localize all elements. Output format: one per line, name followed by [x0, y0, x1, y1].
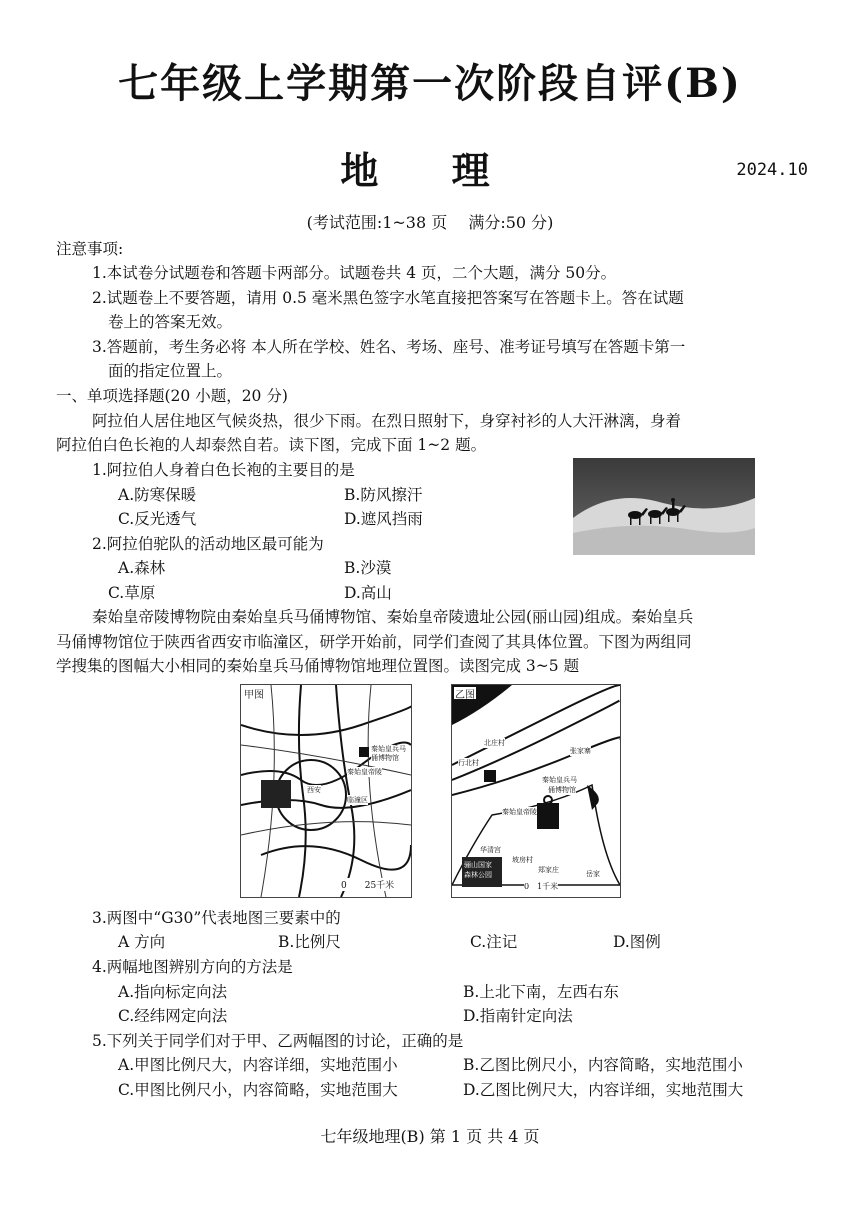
map-jia-label: 甲图 — [244, 690, 264, 701]
subject-title: 地 理 — [340, 148, 520, 193]
section-heading: 一、单项选择题(20 小题，20 分) — [56, 387, 288, 405]
notes-item-2a: 2.试题卷上不要答题，请用 0.5 毫米黑色签字水笔直接把答案写在答题卡上。答在试题 — [92, 289, 684, 307]
map-yi-pofang: 坡房村 — [512, 856, 533, 864]
q3-option-b: B.比例尺 — [278, 933, 341, 951]
desert-camel-photo — [573, 458, 755, 555]
map-yi-park-2: 森林公园 — [464, 871, 492, 879]
map-yi-scale: 0 1千米 — [524, 882, 559, 891]
intro-1b: 阿拉伯白色长袍的人却泰然自若。读下图，完成下面 1~2 题。 — [56, 436, 487, 454]
q4-option-b: B.上北下南，左西右东 — [463, 983, 619, 1001]
exam-range: (考试范围:1~38 页 满分:50 分) — [306, 213, 554, 232]
question-2: 2.阿拉伯驼队的活动地区最可能为 — [92, 535, 324, 553]
map-jia-museum: 秦始皇兵马俑博物馆 — [371, 745, 409, 763]
desert-scene-icon — [573, 458, 755, 555]
road-map-icon — [241, 685, 411, 897]
intro-2b: 马俑博物馆位于陕西省西安市临潼区，研学开始前，同学们查阅了其具体位置。下图为两组同 — [56, 633, 692, 651]
notes-item-2b: 卷上的答案无效。 — [108, 313, 233, 331]
map-yi-museum-1: 秦始皇兵马 — [542, 776, 577, 784]
q3-option-a: A 方向 — [118, 933, 166, 951]
map-jia-lintong: 临潼区 — [347, 796, 368, 804]
q5-option-c: C.甲图比例尺小，内容简略，实地范围大 — [118, 1081, 398, 1099]
q4-option-d: D.指南针定向法 — [463, 1007, 573, 1025]
question-4: 4.两幅地图辨别方向的方法是 — [92, 958, 293, 976]
page-footer: 七年级地理(B) 第 1 页 共 4 页 — [320, 1127, 540, 1146]
map-yi-label: 乙图 — [455, 690, 475, 701]
question-3: 3.两图中“G30”代表地图三要素中的 — [92, 909, 341, 927]
q1-option-a: A.防寒保暖 — [118, 486, 197, 504]
q3-option-d: D.图例 — [613, 933, 661, 951]
q3-option-c: C.注记 — [470, 933, 518, 951]
map-jia-tomb: 秦始皇帝陵 — [347, 768, 382, 776]
intro-2a: 秦始皇帝陵博物院由秦始皇兵马俑博物馆、秦始皇帝陵遗址公园(丽山园)组成。秦始皇兵 — [92, 608, 694, 626]
intro-1a: 阿拉伯人居住地区气候炎热，很少下雨。在烈日照射下，身穿衬衫的人大汗淋漓，身着 — [92, 412, 682, 430]
q4-option-a: A.指向标定向法 — [118, 983, 228, 1001]
q1-option-b: B.防风擦汗 — [344, 486, 423, 504]
exam-date: 2024.10 — [736, 160, 808, 180]
map-jia — [240, 684, 412, 898]
map-jia-xian: 西安 — [307, 786, 321, 794]
map-yi-zhangjiazhai: 张家寨 — [570, 747, 591, 755]
map-yi-tomb: 秦始皇帝陵 — [502, 808, 537, 816]
exam-title: 七年级上学期第一次阶段自评(B) — [118, 60, 742, 107]
notes-item-3b: 面的指定位置上。 — [108, 362, 233, 380]
intro-2c: 学搜集的图幅大小相同的秦始皇兵马俑博物馆地理位置图。读图完成 3~5 题 — [56, 657, 580, 675]
notes-item-1: 1.本试卷分试题卷和答题卡两部分。试题卷共 4 页，二个大题，满分 50分。 — [92, 264, 617, 282]
q2-option-c: C.草原 — [108, 584, 156, 602]
map-yi-museum-2: 俑博物馆 — [548, 786, 576, 794]
map-yi-beizhuang: 北庄村 — [484, 739, 505, 747]
notes-item-3a: 3.答题前，考生务必将 本人所在学校、姓名、考场、座号、准考证号填写在答题卡第一 — [92, 338, 686, 356]
question-1: 1.阿拉伯人身着白色长袍的主要目的是 — [92, 461, 355, 479]
map-yi-huaqing: 华清宫 — [480, 846, 501, 854]
q2-option-d: D.高山 — [344, 584, 392, 602]
map-yi-zhengjia: 郑家庄 — [538, 866, 559, 874]
q2-option-b: B.沙漠 — [344, 559, 392, 577]
q1-option-c: C.反光透气 — [118, 510, 197, 528]
map-yi-xingbei: 行北村 — [458, 759, 479, 767]
q5-option-a: A.甲图比例尺大，内容详细，实地范围小 — [118, 1056, 398, 1074]
map-yi-park-1: 骊山国家 — [464, 861, 492, 869]
q2-option-a: A.森林 — [118, 559, 166, 577]
q1-option-d: D.遮风挡雨 — [344, 510, 423, 528]
map-jia-scale: 0 25千米 — [341, 878, 394, 891]
map-yi — [451, 684, 621, 898]
map-yi-yuejia: 岳家 — [586, 870, 600, 878]
q4-option-c: C.经纬网定向法 — [118, 1007, 228, 1025]
q5-option-d: D.乙图比例尺大，内容详细，实地范围大 — [463, 1081, 744, 1099]
question-5: 5.下列关于同学们对于甲、乙两幅图的讨论，正确的是 — [92, 1032, 464, 1050]
q5-option-b: B.乙图比例尺小，内容简略，实地范围小 — [463, 1056, 743, 1074]
notes-heading: 注意事项: — [56, 240, 124, 258]
